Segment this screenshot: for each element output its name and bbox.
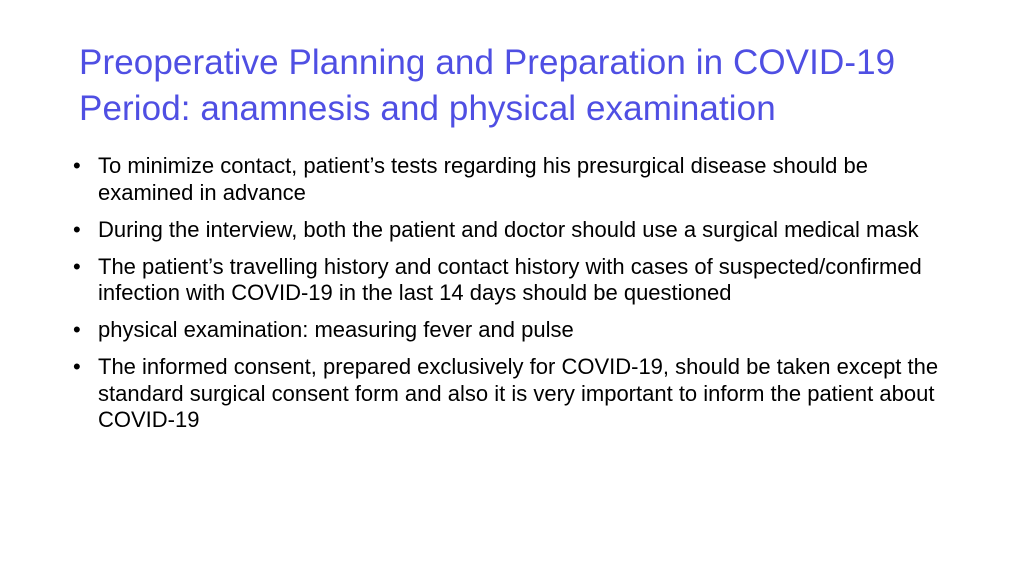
bullet-text: The patient’s travelling history and contact history with cases of suspected/confirmed infection with COVID-19 in the last 14 days should be questioned	[98, 253, 922, 305]
bullet-text: During the interview, both the patient and doctor should use a surgical medical mask	[98, 216, 919, 242]
slide-title: Preoperative Planning and Preparation in COVID-19 Period: anamnesis and physical examination	[79, 43, 896, 128]
list-item	[72, 354, 962, 434]
bullet-text: The informed consent, prepared exclusively for COVID-19, should be taken except the standard surgical consent form and also it is very important to inform the patient about COVID-19	[98, 354, 939, 432]
list-item	[72, 217, 962, 244]
bullet-list	[72, 153, 962, 444]
list-item	[72, 254, 962, 307]
list-item	[72, 153, 962, 206]
bullet-icon: •	[73, 253, 81, 279]
bullet-text: To minimize contact, patient’s tests regarding his presurgical disease should be examined in advance	[98, 153, 868, 205]
bullet-icon: •	[73, 354, 81, 379]
list-item	[72, 317, 962, 344]
bullet-icon: •	[73, 317, 81, 342]
bullet-text: physical examination: measuring fever and pulse	[98, 317, 574, 342]
bullet-icon: •	[73, 216, 81, 242]
bullet-icon: •	[73, 153, 81, 178]
